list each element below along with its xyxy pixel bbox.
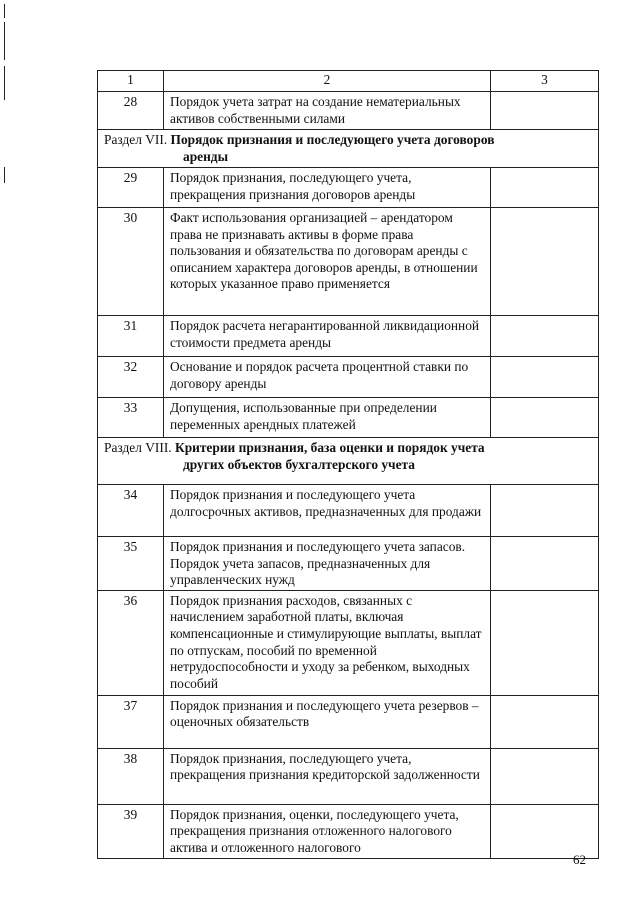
table-row	[98, 398, 599, 438]
section-header-row	[98, 130, 599, 168]
item-number: 38	[98, 748, 164, 804]
item-value-cell	[491, 208, 599, 316]
table-header-row	[98, 71, 599, 92]
section-prefix: Раздел VII.	[104, 132, 168, 147]
section-title-text: Порядок признания и последующего учета договоров	[170, 132, 495, 147]
column-header: 3	[491, 71, 599, 92]
item-value-cell	[491, 537, 599, 591]
item-number: 33	[98, 398, 164, 438]
item-text: Порядок признания и последующего учета запасов. Порядок учета запасов, предназначенных для управленческих нужд	[164, 537, 491, 591]
column-header: 2	[164, 71, 491, 92]
table-row	[98, 804, 599, 858]
table-row	[98, 92, 599, 130]
item-value-cell	[491, 168, 599, 208]
item-number: 37	[98, 695, 164, 748]
item-value-cell	[491, 316, 599, 357]
item-text: Порядок расчета негарантированной ликвидационной стоимости предмета аренды	[164, 316, 491, 357]
item-number: 30	[98, 208, 164, 316]
section-title-text: Критерии признания, база оценки и порядок учета	[174, 440, 485, 455]
table-row	[98, 485, 599, 537]
item-number: 32	[98, 357, 164, 398]
policy-table	[97, 70, 599, 859]
item-number: 35	[98, 537, 164, 591]
table-row	[98, 208, 599, 316]
item-value-cell	[491, 590, 599, 695]
column-header: 1	[98, 71, 164, 92]
table-row	[98, 168, 599, 208]
section-title	[98, 438, 599, 485]
item-text: Порядок учета затрат на создание нематериальных активов собственными силами	[164, 92, 491, 130]
item-value-cell	[491, 357, 599, 398]
section-prefix: Раздел VIII.	[104, 440, 172, 455]
item-text: Основание и порядок расчета процентной ставки по договору аренды	[164, 357, 491, 398]
item-number: 34	[98, 485, 164, 537]
section-title-continuation: других объектов бухгалтерского учета	[183, 456, 415, 472]
table-row	[98, 537, 599, 591]
table-row	[98, 748, 599, 804]
item-value-cell	[491, 485, 599, 537]
item-value-cell	[491, 398, 599, 438]
margin-line	[4, 22, 5, 60]
section-title	[98, 130, 599, 168]
item-number: 28	[98, 92, 164, 130]
section-title-continuation: аренды	[183, 148, 229, 164]
margin-line	[4, 167, 5, 183]
section-header-row	[98, 438, 599, 485]
item-number: 36	[98, 590, 164, 695]
item-text: Порядок признания, оценки, последующего учета, прекращения признания отложенного налогового актива и отложенного налогового	[164, 804, 491, 858]
section-title-line	[104, 440, 592, 457]
item-text: Допущения, использованные при определении переменных арендных платежей	[164, 398, 491, 438]
item-text: Порядок признания и последующего учета долгосрочных активов, предназначенных для продажи	[164, 485, 491, 537]
item-number: 31	[98, 316, 164, 357]
item-text: Порядок признания расходов, связанных с начислением заработной платы, включая компенсационные и стимулирующие выплаты, выплат по отпускам, пособий по временной нетрудоспособности и уходу за ребенком, выходных пособий	[164, 590, 491, 695]
item-text: Порядок признания, последующего учета, прекращения признания договоров аренды	[164, 168, 491, 208]
margin-line	[4, 4, 5, 18]
item-value-cell	[491, 695, 599, 748]
item-text: Факт использования организацией – арендатором права не признавать активы в форме права пользования и обязательства по договорам аренды с описанием характера договоров аренды, в отношении которых указанное право применяется	[164, 208, 491, 316]
page-number: 62	[573, 852, 586, 867]
table-row	[98, 357, 599, 398]
item-value-cell	[491, 804, 599, 858]
item-value-cell	[491, 92, 599, 130]
table-row	[98, 590, 599, 695]
table-row	[98, 316, 599, 357]
item-text: Порядок признания, последующего учета, прекращения признания кредиторской задолженности	[164, 748, 491, 804]
item-number: 39	[98, 804, 164, 858]
section-title-line	[104, 132, 592, 149]
margin-line	[4, 66, 5, 100]
item-text: Порядок признания и последующего учета резервов – оценочных обязательств	[164, 695, 491, 748]
table-row	[98, 695, 599, 748]
item-value-cell	[491, 748, 599, 804]
item-number: 29	[98, 168, 164, 208]
